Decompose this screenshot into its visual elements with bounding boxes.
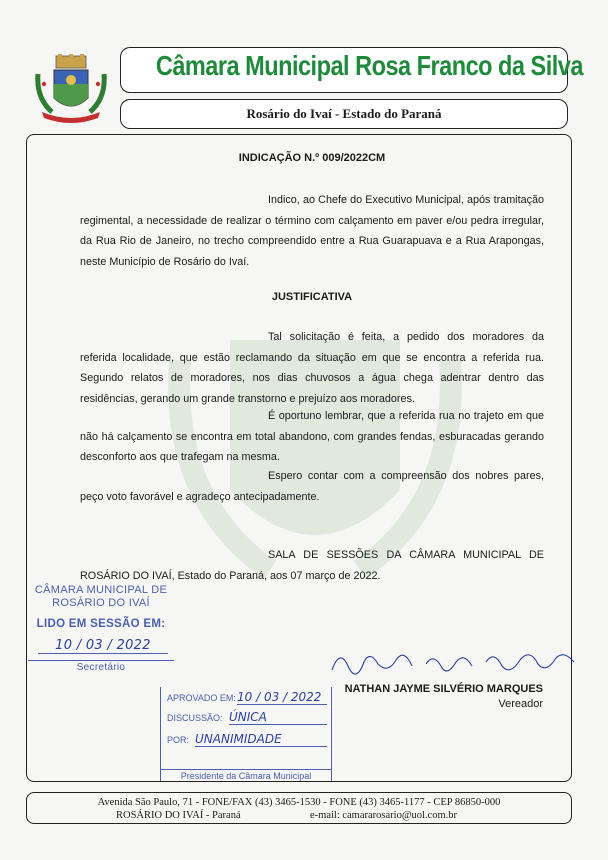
footer-address: Avenida São Paulo, 71 - FONE/FAX (43) 3465-1530 - FONE (43) 3465-1177 - CEP 86850-000 — [97, 797, 501, 808]
stamp-footer: Presidente da Câmara Municipal — [161, 769, 331, 781]
closing-paragraph: SALA DE SESSÕES DA CÂMARA MUNICIPAL DE ROSÁRIO DO IVAÍ, Estado do Paraná, aos 07 março de 2022. — [80, 549, 544, 582]
footer-email: e-mail: camararosario@uol.com.br — [310, 810, 457, 821]
discussion-label: DISCUSSÃO: — [167, 713, 223, 723]
footer-city: ROSÁRIO DO IVAÍ - Paraná — [116, 810, 241, 821]
discussion-handwritten-value: ÚNICA — [229, 710, 327, 725]
session-read-stamp — [28, 582, 174, 674]
by-handwritten-value: UNANIMIDADE — [195, 732, 327, 747]
signer-role: Vereador — [498, 698, 543, 710]
justification-paragraph: Espero contar com a compreensão dos nobres pares, peço voto favorável e agradeço antecipadamente. — [80, 470, 544, 503]
approval-stamp — [160, 687, 332, 781]
stamp-line: ROSÁRIO DO IVAÍ — [52, 597, 150, 609]
coat-of-arms-logo — [34, 54, 108, 124]
justification-paragraph: É oportuno lembrar, que a referida rua no trajeto em que não há calçamento se encontra em total abandono, com grandes fendas, esburacadas gerando desconforto aos que trafegam na mesma. — [80, 410, 544, 463]
approved-handwritten-date: 10 / 03 / 2022 — [237, 690, 327, 705]
justification-heading: JUSTIFICATIVA — [271, 291, 353, 303]
institution-subtitle: Rosário do Ivaí - Estado do Paraná — [246, 106, 442, 121]
justification-paragraph: Tal solicitação é feita, a pedido dos moradores da referida localidade, que estão reclamando da situação em que se encontra a referida rua. Segundo relatos de moradores, nos dias chuvosos a água chega adentrar dentro das residências, gerando um grande transtorno e prejuízo aos moradores. — [80, 331, 544, 405]
stamp-line: LIDO EM SESSÃO EM: — [36, 618, 166, 630]
signer-name: NATHAN JAYME SILVÉRIO MARQUES — [344, 683, 543, 695]
stamp-handwritten-date: 10 / 03 / 2022 — [38, 638, 168, 654]
stamp-footer: Secretário — [28, 660, 174, 673]
by-label: POR: — [167, 735, 190, 745]
stamp-line: CÂMARA MUNICIPAL DE — [34, 584, 168, 596]
institution-title: Câmara Municipal Rosa Franco da Silva — [155, 50, 583, 81]
indication-paragraph: Indico, ao Chefe do Executivo Municipal, após tramitação regimental, a necessidade de realizar o término com calçamento em paver e/ou pedra irregular, da Rua Rio de Janeiro, no trecho compreendido entre a Rua Guarapuava e a Rua Arapongas, neste Município de Rosário do Ivaí. — [80, 194, 544, 268]
handwritten-signature — [330, 640, 580, 680]
approved-label: APROVADO EM: — [167, 693, 236, 703]
document-title: INDICAÇÃO N.º 009/2022CM — [238, 152, 386, 164]
